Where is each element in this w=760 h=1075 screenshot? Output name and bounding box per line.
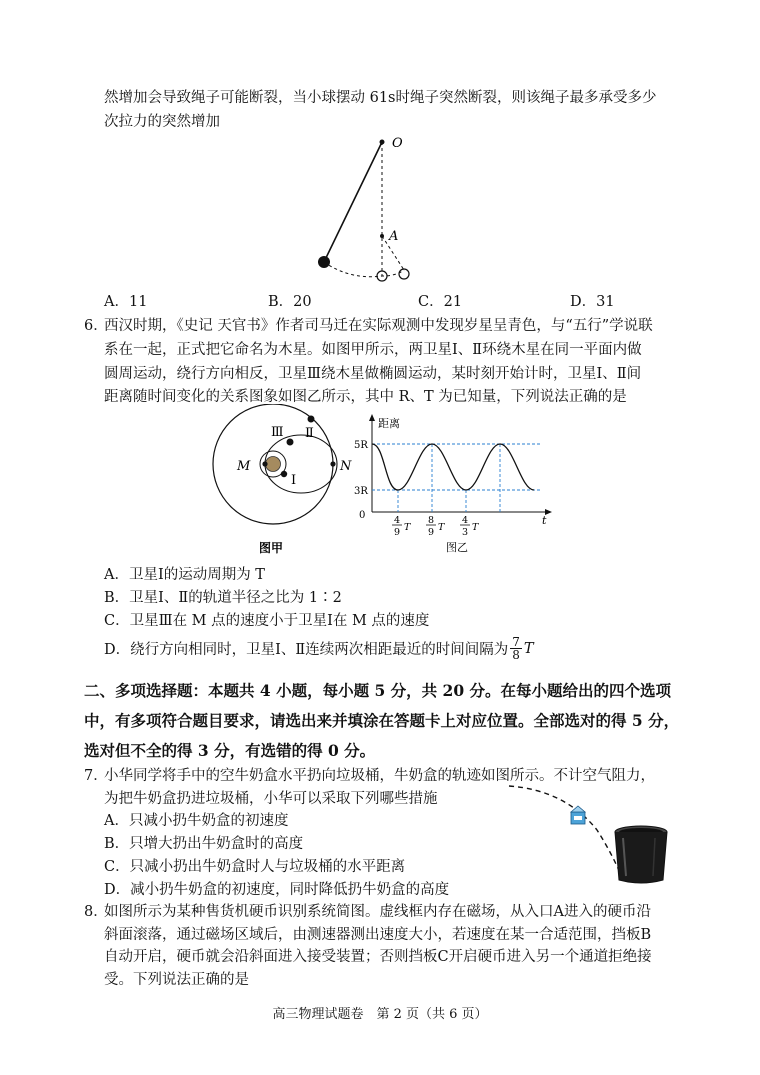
trash-can-figure xyxy=(505,780,680,890)
q6-option-b: B．卫星Ⅰ、Ⅱ的轨道半径之比为 1∶2 xyxy=(104,590,342,606)
q6-option-d-text: D．绕行方向相同时，卫星Ⅰ、Ⅱ连续两次相距最近的时间间隔为 xyxy=(104,642,509,658)
satellite-ii xyxy=(308,416,315,423)
point-n xyxy=(330,461,335,466)
q8-text-line-2: 斜面滚落，通过磁场区域后，由测速器测出速度大小，若速度在某一合适范围，挡板B xyxy=(104,927,652,943)
q7-number: 7． xyxy=(84,768,108,784)
q6-option-a: A．卫星Ⅰ的运动周期为 T xyxy=(104,567,265,583)
label-m: M xyxy=(237,459,251,474)
q7-option-d: D．减小扔牛奶盒的初速度，同时降低扔牛奶盒的高度 xyxy=(104,882,450,898)
label-i: Ⅰ xyxy=(291,473,297,488)
y-axis-arrow xyxy=(369,414,375,421)
ball-position-right xyxy=(399,269,409,279)
caption-jia: 图甲 xyxy=(259,541,284,555)
label-a: A xyxy=(389,229,399,244)
q5-option-c: C．21 xyxy=(418,294,463,310)
y-tick-5r: 5R xyxy=(354,440,368,451)
figure-jia xyxy=(205,404,365,560)
section2-line-3: 选对但不全的得 3 分，有选错的得 0 分。 xyxy=(84,741,376,760)
q5-option-d: D．31 xyxy=(570,294,615,310)
label-o: O xyxy=(392,136,403,151)
q6-number: 6． xyxy=(84,318,108,334)
jupiter xyxy=(266,457,281,472)
q6-option-d-suffix: T xyxy=(523,640,534,657)
milk-box-icon xyxy=(571,806,585,824)
pendulum-figure xyxy=(300,130,440,290)
tick-2-suffix: T xyxy=(438,522,445,533)
q6-text-line-2: 系在一起，正式把它命名为木星。如图甲所示，两卫星Ⅰ、Ⅱ环绕木星在同一平面内做 xyxy=(104,342,642,358)
page-footer: 高三物理试题卷 第 2 页（共 6 页） xyxy=(272,1007,488,1022)
q7-option-c: C．只减小扔出牛奶盒时人与垃圾桶的水平距离 xyxy=(104,859,406,875)
label-ii: Ⅱ xyxy=(305,426,314,441)
x-axis-label: t xyxy=(542,514,547,527)
fraction-denominator: 8 xyxy=(512,648,520,662)
section2-line-2: 中，有多项符合题目要求，请选出来并填涂在答题卡上对应位置。全部选对的得 5 分， xyxy=(84,711,680,730)
trash-can-icon xyxy=(615,826,667,883)
q7-option-a: A．只减小扔牛奶盒的初速度 xyxy=(104,813,289,829)
y-tick-3r: 3R xyxy=(354,486,368,497)
y-axis-label: 距离 xyxy=(378,417,400,430)
x-tick-labels xyxy=(392,515,479,538)
label-n: N xyxy=(340,459,352,474)
swing-arc xyxy=(324,262,404,277)
q5-option-b: B．20 xyxy=(268,294,312,310)
q6-text-line-4: 距离随时间变化的关系图象如图乙所示，其中 R、T 为已知量，下列说法正确的是 xyxy=(104,389,627,405)
q5-text-line-1: 然增加会导致绳子可能断裂，当小球摆动 61s时绳子突然断裂，则该绳子最多承受多少 xyxy=(104,90,657,106)
origin-label: 0 xyxy=(359,510,366,521)
q5-text-line-2: 次拉力的突然增加 xyxy=(104,114,220,130)
tick-1-den: 9 xyxy=(394,527,401,538)
q6-text-line-1: 西汉时期，《史记 天官书》作者司马迁在实际观测中发现岁星呈青色，与“五行”学说联 xyxy=(104,318,653,334)
q5-option-a: A．11 xyxy=(104,294,148,310)
satellite-iii xyxy=(287,439,294,446)
tick-1-suffix: T xyxy=(404,522,411,533)
tick-2-den: 9 xyxy=(428,527,435,538)
q7-text-line-1: 小华同学将手中的空牛奶盒水平扔向垃圾桶，牛奶盒的轨迹如图所示。不计空气阻力， xyxy=(104,768,655,784)
q6-option-c: C．卫星Ⅲ在 M 点的速度小于卫星Ⅰ在 M 点的速度 xyxy=(104,613,430,629)
point-m xyxy=(262,461,267,466)
q6-option-d-fraction xyxy=(510,636,522,661)
pendulum-ball xyxy=(318,256,330,268)
pendulum-string xyxy=(324,142,382,262)
label-iii: Ⅲ xyxy=(271,425,284,440)
q6-text-line-3: 圆周运动，绕行方向相反，卫星Ⅲ绕木星做椭圆运动，某时刻开始计时，卫星Ⅰ、Ⅱ间 xyxy=(104,366,642,382)
section2-line-1: 二、多项选择题：本题共 4 小题，每小题 5 分，共 20 分。在每小题给出的四个选项 xyxy=(84,681,672,700)
tick-3-suffix: T xyxy=(472,522,479,533)
tick-2-num: 8 xyxy=(428,515,435,526)
q6-option-d xyxy=(104,636,534,661)
tick-3-den: 3 xyxy=(462,527,469,538)
satellite-i xyxy=(281,471,287,477)
tick-1-num: 4 xyxy=(394,515,401,526)
fraction-numerator: 7 xyxy=(512,635,520,649)
q8-text-line-3: 自动开启，硬币就会沿斜面进入接受装置；否则挡板C开启硬币进入另一个通道拒绝接 xyxy=(104,949,652,965)
pivot-point-o xyxy=(380,140,385,145)
q7-option-b: B．只增大扔出牛奶盒时的高度 xyxy=(104,836,304,852)
q8-text-line-1: 如图所示为某种售货机硬币识别系统简图。虚线框内存在磁场，从入口A进入的硬币沿 xyxy=(104,904,651,920)
q8-text-line-4: 受。下列说法正确的是 xyxy=(104,972,249,988)
caption-yi: 图乙 xyxy=(446,541,468,554)
figure-yi xyxy=(350,410,560,560)
tick-3-num: 4 xyxy=(462,515,469,526)
distance-curve xyxy=(372,444,534,490)
q7-text-line-2: 为把牛奶盒扔进垃圾桶，小华可以采取下列哪些措施 xyxy=(104,791,438,807)
q8-number: 8． xyxy=(84,904,108,920)
milk-box-trajectory xyxy=(509,786,623,880)
